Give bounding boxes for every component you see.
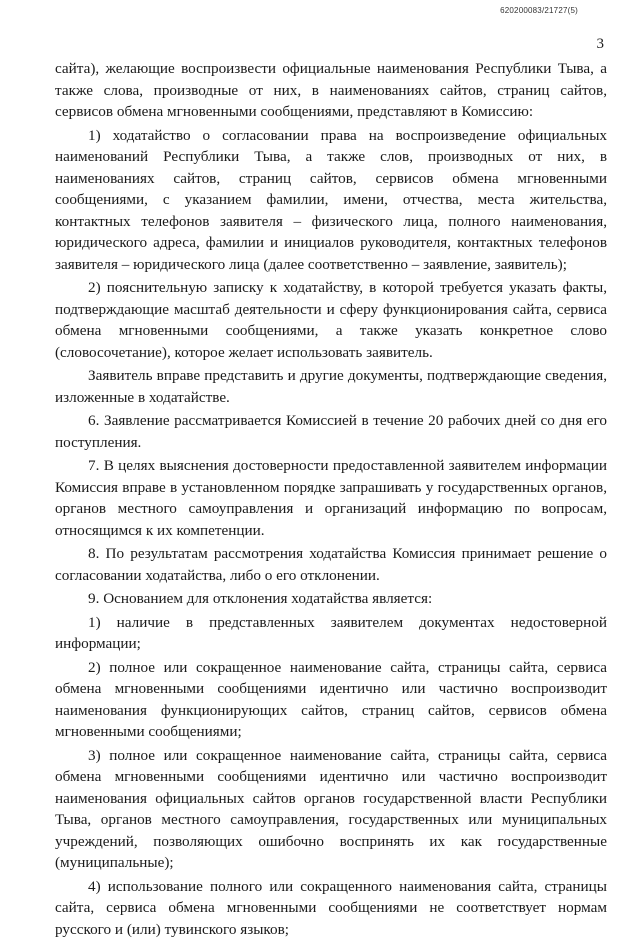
- paragraph-clause-7: 7. В целях выяснения достоверности предоставленной заявителем информации Комиссия вправе в установленном порядке запрашивать у государственных органов, органов местного самоуправления и организаций информацию по вопросам, относящимся к их компетенции.: [55, 457, 607, 539]
- page-number: 3: [596, 36, 604, 52]
- paragraph-item-1-petition: 1) ходатайство о согласовании права на воспроизведение официальных наименований Республики Тыва, а также слов, производных от них, в наименованиях сайтов, страниц сайтов, сервисов обмена мгновенными сообщениями, с указанием фамилии, имени, отчества, места жительства, контактных телефонов заявителя – физического лица, полного наименования, юридического адреса, фамилии и инициалов руководителя, контактных телефонов заявителя – юридического лица (далее соответственно – заявление, заявитель);: [55, 126, 607, 273]
- paragraph-ground-3: 3) полное или сокращенное наименование сайта, страницы сайта, сервиса обмена мгновенными сообщениями идентично или частично воспроизводит наименования официальных сайтов органов государственной власти Республики Тыва, органов местного самоуправления, государственных или муниципальных учреждений, позволяющих ошибочно воспринять их как государственные (муниципальные);: [55, 746, 607, 871]
- paragraph-clause-9: 9. Основанием для отклонения ходатайства является:: [88, 590, 433, 607]
- document-code: 620200083/21727(5): [500, 6, 578, 15]
- paragraph-clause-8: 8. По результатам рассмотрения ходатайства Комиссия принимает решение о согласовании ходатайства, либо о его отклонении.: [55, 545, 607, 584]
- paragraph-ground-1: 1) наличие в представленных заявителем документах недостоверной информации;: [55, 613, 607, 652]
- paragraph-continuation: сайта), желающие воспроизвести официальные наименования Республики Тыва, а также слова, производные от них, в наименованиях сайтов, страниц сайтов, сервисов обмена мгновенными сообщениями, представляют в Комиссию:: [55, 60, 607, 120]
- paragraph-item-2-explanatory-note: 2) пояснительную записку к ходатайству, в которой требуется указать факты, подтверждающие масштаб деятельности и сферу функционирования сайта, сервиса обмена мгновенными сообщениями, а также указать конкретное слово (словосочетание), которое желает использовать заявитель.: [55, 279, 607, 361]
- paragraph-other-documents: Заявитель вправе представить и другие документы, подтверждающие сведения, изложенные в ходатайстве.: [55, 367, 607, 406]
- paragraph-clause-6: 6. Заявление рассматривается Комиссией в течение 20 рабочих дней со дня его поступления.: [55, 412, 607, 451]
- document-body: [55, 58, 607, 942]
- paragraph-ground-4: 4) использование полного или сокращенного наименования сайта, страницы сайта, сервиса обмена мгновенными сообщениями не соответствует нормам русского и (или) тувинского языков;: [55, 877, 607, 938]
- paragraph-ground-2: 2) полное или сокращенное наименование сайта, страницы сайта, сервиса обмена мгновенными сообщениями идентично или частично воспроизводит наименования функционирующих сайтов, страниц сайтов, сервисов обмена мгновенными сообщениями;: [55, 658, 607, 740]
